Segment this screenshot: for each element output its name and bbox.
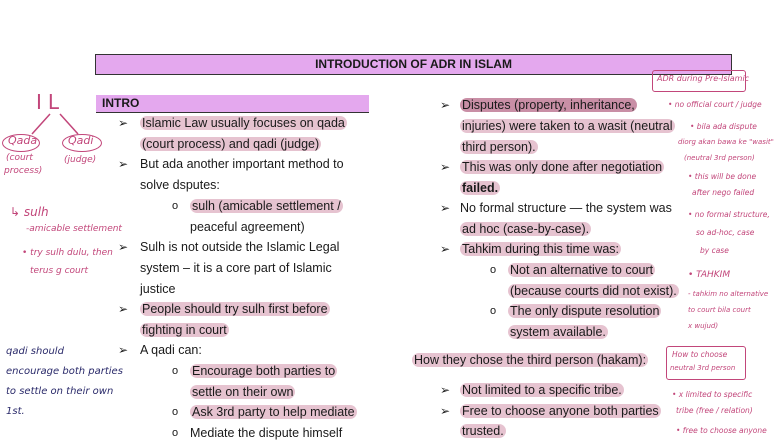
note-il: IL xyxy=(36,90,66,114)
page-title: INTRODUCTION OF ADR IN ISLAM xyxy=(95,54,732,75)
text-line: Not an alternative to court xyxy=(510,263,654,277)
text-line: Disputes (property, inheritance, xyxy=(462,98,635,112)
note-adr-box: ADR during Pre-Islamic xyxy=(657,74,750,83)
arrow-bullet: ➢ xyxy=(118,157,129,171)
arrow-bullet: ➢ xyxy=(118,302,129,316)
arrow-bullet: ➢ xyxy=(118,240,129,254)
margin-note: • no formal structure, xyxy=(688,210,770,219)
branch-lines-icon xyxy=(20,112,90,136)
text-line: settle on their own xyxy=(192,385,294,399)
margin-note: - tahkim no alternative xyxy=(688,290,769,298)
note-qadi-should: to settle on their own xyxy=(6,386,114,397)
text-line: The only dispute resolution xyxy=(510,304,660,318)
text-line: peaceful agreement) xyxy=(190,220,305,234)
text-line: injuries) were taken to a wasit (neutral xyxy=(462,119,673,133)
arrow-bullet: ➢ xyxy=(440,160,451,174)
section-heading-intro: INTRO xyxy=(96,95,369,113)
margin-note: so ad-hoc, case xyxy=(696,228,755,237)
margin-note: to court bila court xyxy=(688,306,751,314)
text-line: solve dsputes: xyxy=(140,178,220,192)
text-line: A qadi can: xyxy=(140,343,202,357)
note-qadi-should: encourage both parties xyxy=(6,366,123,377)
text-line: This was only done after negotiation xyxy=(462,160,663,174)
margin-note: tribe (free / relation) xyxy=(676,406,753,415)
arrow-bullet: ➢ xyxy=(440,383,451,397)
text-line: Encourage both parties to xyxy=(192,364,336,378)
circle-bullet: o xyxy=(490,264,497,276)
text-line: (because courts did not exist). xyxy=(510,284,677,298)
note-qadi-should: 1st. xyxy=(6,406,25,417)
margin-note: after nego failed xyxy=(692,188,755,197)
text-line: Not limited to a specific tribe. xyxy=(462,383,622,397)
text-line: How they chose the third person (hakam): xyxy=(414,353,647,367)
text-line: sulh (amicable settlement / xyxy=(192,199,341,213)
note-sulh: ↳ sulh xyxy=(10,205,49,219)
circle-bullet: o xyxy=(490,305,497,317)
circle-bullet: o xyxy=(172,427,179,439)
note-qadi: Qadi xyxy=(68,134,94,147)
margin-note: • no official court / judge xyxy=(668,100,762,109)
text-line: (court process) and qadi (judge) xyxy=(142,137,320,151)
arrow-bullet: ➢ xyxy=(440,404,451,418)
margin-note: diorg akan bawa ke "wasit" xyxy=(678,138,774,146)
margin-note: x wujud) xyxy=(688,322,719,330)
text-line: third person). xyxy=(462,140,536,154)
text-line: justice xyxy=(140,282,176,296)
margin-note: by case xyxy=(700,246,729,255)
margin-note: • bila ada dispute xyxy=(690,122,757,131)
text-line: Tahkim during this time was: xyxy=(462,242,620,256)
margin-note: • this will be done xyxy=(688,172,757,181)
text-line: ad hoc (case-by-case). xyxy=(462,222,590,236)
arrow-bullet: ➢ xyxy=(440,242,451,256)
margin-note: (neutral 3rd person) xyxy=(684,154,755,162)
margin-note: • TAHKIM xyxy=(688,270,731,280)
text-line: Free to choose anyone both parties xyxy=(462,404,659,418)
text-line: fighting in court xyxy=(142,323,227,337)
text-line: No formal structure — the system was xyxy=(460,201,672,215)
text-line: system – it is a core part of Islamic xyxy=(140,261,332,275)
text-line: Sulh is not outside the Islamic Legal xyxy=(140,240,340,254)
note-sulh: -amicable settlement xyxy=(26,224,122,234)
circle-bullet: o xyxy=(172,200,179,212)
circle-bullet: o xyxy=(172,365,179,377)
text-line: But ada another important method to xyxy=(140,157,344,171)
arrow-bullet: ➢ xyxy=(118,116,129,130)
arrow-bullet: ➢ xyxy=(440,201,451,215)
note-sulh: • try sulh dulu, then xyxy=(22,248,113,258)
note-sulh: terus g court xyxy=(30,266,88,276)
note-qadi-should: qadi should xyxy=(6,346,64,357)
text-line: failed. xyxy=(462,181,499,195)
text-line: system available. xyxy=(510,325,606,339)
note-qada: Qada xyxy=(8,134,38,147)
note-how-box: neutral 3rd person xyxy=(670,364,736,372)
text-line: trusted. xyxy=(462,424,504,438)
note-qada-sub: (court xyxy=(6,153,33,163)
circle-bullet: o xyxy=(172,406,179,418)
margin-note: • x limited to specific xyxy=(672,390,753,399)
text-line: People should try sulh first before xyxy=(142,302,328,316)
text-line: Islamic Law usually focuses on qada xyxy=(142,116,345,130)
note-how-box: How to choose xyxy=(672,350,728,359)
text-line: Mediate the dispute himself xyxy=(190,426,343,440)
arrow-bullet: ➢ xyxy=(118,343,129,357)
margin-note: • free to choose anyone xyxy=(676,426,767,435)
note-qadi-sub: (judge) xyxy=(64,155,97,165)
arrow-bullet: ➢ xyxy=(440,98,451,112)
note-qada-sub: process) xyxy=(4,166,43,176)
text-line: Ask 3rd party to help mediate xyxy=(192,405,355,419)
